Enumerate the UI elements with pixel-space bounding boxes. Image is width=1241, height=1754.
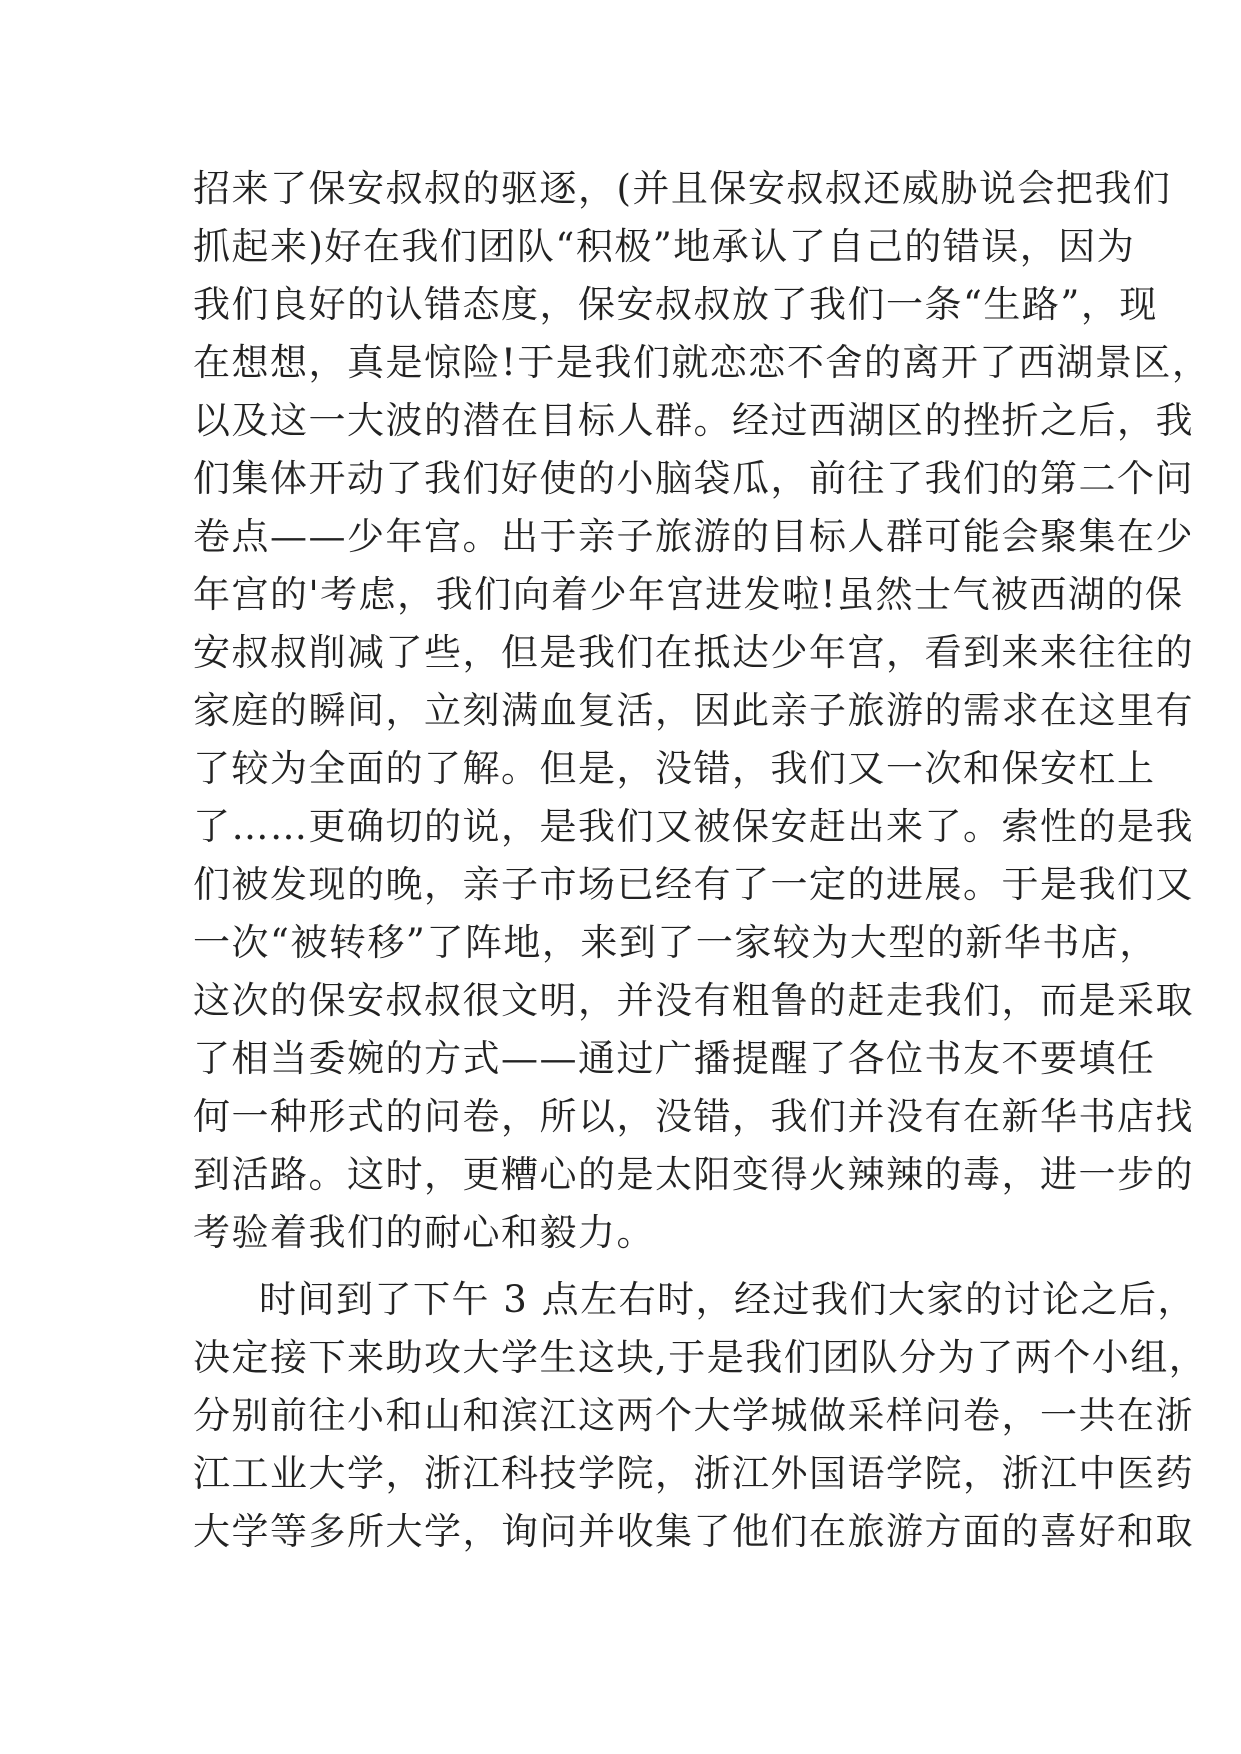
- text-line: 抓起来)好在我们团队“积极”地承认了自己的错误，因为: [193, 225, 1136, 268]
- text-line: 何一种形式的问卷，所以，没错，我们并没有在新华书店找: [193, 1095, 1194, 1138]
- text-line: 江工业大学，浙江科技学院，浙江外国语学院，浙江中医药: [193, 1452, 1194, 1495]
- text-line: 家庭的瞬间，立刻满血复活，因此亲子旅游的需求在这里有: [193, 689, 1194, 732]
- text-line: 了……更确切的说，是我们又被保安赶出来了。索性的是我: [193, 805, 1194, 848]
- paragraph-spacer: [193, 1262, 1053, 1271]
- text-line: 以及这一大波的潜在目标人群。经过西湖区的挫折之后，我: [193, 399, 1194, 442]
- text-line: 我们良好的认错态度，保安叔叔放了我们一条“生路”，现: [193, 283, 1158, 326]
- text-line: 在想想，真是惊险!于是我们就恋恋不舍的离开了西湖景区，: [193, 341, 1211, 384]
- text-line: 安叔叔削减了些，但是我们在抵达少年宫，看到来来往往的: [193, 631, 1194, 674]
- paragraph-1: [193, 160, 1211, 1262]
- text-line: 一次“被转移”了阵地，来到了一家较为大型的新华书店，: [193, 921, 1158, 964]
- text-line: 决定接下来助攻大学生这块,于是我们团队分为了两个小组，: [193, 1336, 1208, 1379]
- text-line: 到活路。这时，更糟心的是太阳变得火辣辣的毒，进一步的: [193, 1153, 1194, 1196]
- text-line: 这次的保安叔叔很文明，并没有粗鲁的赶走我们，而是采取: [193, 979, 1194, 1022]
- text-line: 们集体开动了我们好使的小脑袋瓜，前往了我们的第二个问: [193, 457, 1194, 500]
- paragraph-2: [193, 1271, 1208, 1561]
- text-line: 时间到了下午 3 点左右时，经过我们大家的讨论之后，: [259, 1278, 1197, 1321]
- text-line: 分别前往小和山和滨江这两个大学城做采样问卷，一共在浙: [193, 1394, 1194, 1437]
- text-line: 年宫的'考虑，我们向着少年宫进发啦!虽然士气被西湖的保: [193, 573, 1184, 616]
- text-line: 们被发现的晚，亲子市场已经有了一定的进展。于是我们又: [193, 863, 1194, 906]
- text-line: 卷点——少年宫。出于亲子旅游的目标人群可能会聚集在少: [193, 515, 1194, 558]
- text-line: 了相当委婉的方式——通过广播提醒了各位书友不要填任: [193, 1037, 1156, 1080]
- text-line: 考验着我们的耐心和毅力。: [193, 1211, 655, 1254]
- text-line: 招来了保安叔叔的驱逐，(并且保安叔叔还威胁说会把我们: [193, 167, 1172, 210]
- text-line: 了较为全面的了解。但是，没错，我们又一次和保安杠上: [193, 747, 1156, 790]
- body-text: [193, 160, 1211, 1561]
- text-line: 大学等多所大学，询问并收集了他们在旅游方面的喜好和取: [193, 1510, 1194, 1553]
